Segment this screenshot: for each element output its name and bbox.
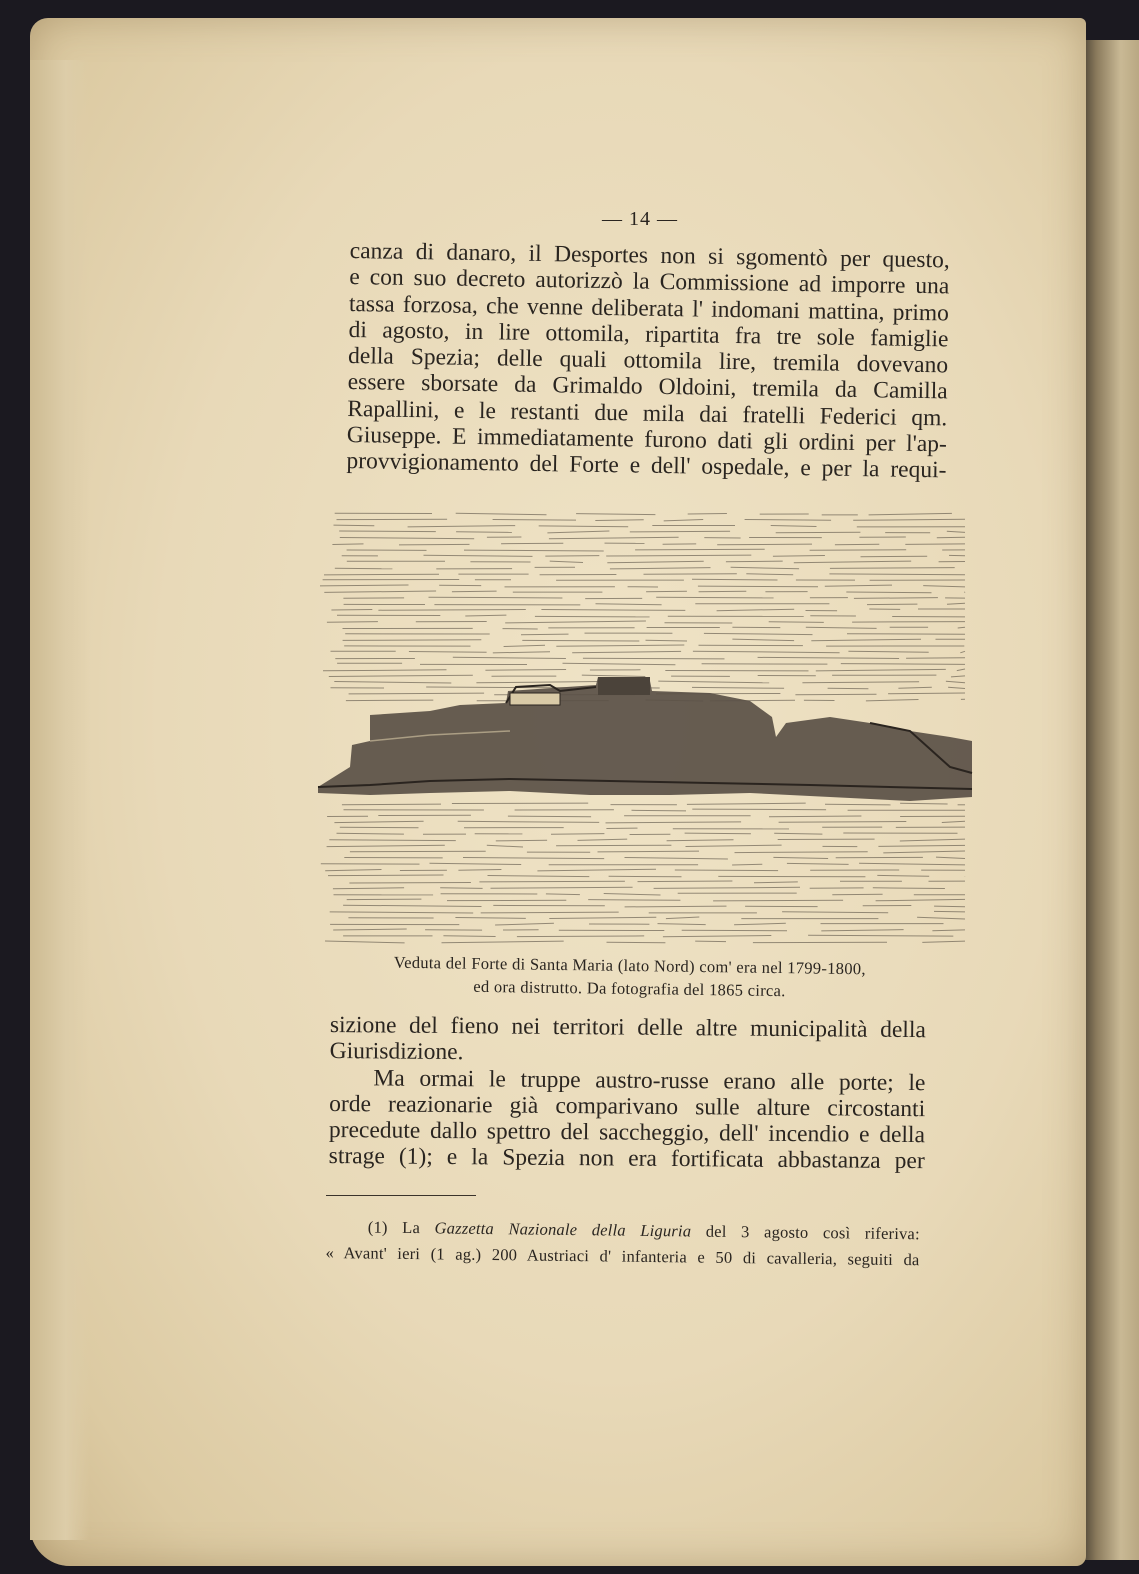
hatch-line xyxy=(841,664,965,665)
hatch-line xyxy=(429,597,563,598)
hatch-line xyxy=(595,520,643,521)
hatch-line xyxy=(491,887,633,888)
footnote xyxy=(325,1214,920,1273)
hatch-line xyxy=(430,863,522,864)
hatch-line xyxy=(505,621,646,623)
hatch-line xyxy=(787,863,849,864)
hatch-line xyxy=(334,821,423,822)
hatch-line xyxy=(802,682,919,683)
hatch-line xyxy=(960,651,965,653)
hatch-line xyxy=(495,923,554,925)
hatch-line xyxy=(947,531,965,532)
hatch-line xyxy=(320,585,409,586)
hatch-line xyxy=(654,887,800,888)
text-line: e con suo decreto autorizzò la Commissione ad imporre una xyxy=(349,264,950,300)
hatch-line xyxy=(663,936,771,937)
bottom-paragraph xyxy=(329,1012,926,1175)
hatch-line xyxy=(774,833,822,834)
hatch-line xyxy=(350,851,486,852)
hatch-line xyxy=(582,675,646,676)
hatch-line xyxy=(958,627,965,628)
hatch-line xyxy=(576,514,655,515)
hatch-line xyxy=(806,627,877,628)
hatch-line xyxy=(859,863,965,865)
hatch-line xyxy=(773,857,828,858)
hatch-line xyxy=(607,942,666,943)
footnote-marker: (1) La xyxy=(367,1217,435,1238)
hatch-line xyxy=(493,652,550,653)
hatch-line xyxy=(485,670,566,671)
hatch-line xyxy=(923,586,965,587)
hatch-line xyxy=(745,520,832,521)
hatch-line xyxy=(754,882,798,883)
hatch-line xyxy=(452,591,497,592)
hatch-line xyxy=(501,543,563,544)
hatch-line xyxy=(332,544,363,545)
hatch-line xyxy=(408,526,516,527)
caption-line: Veduta del Forte di Santa Maria (lato Nord) com' era nel 1799-1800, xyxy=(393,952,866,979)
hatch-line xyxy=(769,816,861,817)
hatch-line xyxy=(347,899,422,900)
hatch-line xyxy=(325,870,381,871)
hatch-line xyxy=(876,899,965,900)
hatch-line xyxy=(337,833,404,834)
hatch-line xyxy=(693,651,840,653)
hatch-line xyxy=(541,610,685,611)
hatch-line xyxy=(335,568,393,569)
hatch-line xyxy=(686,845,782,846)
hatch-line xyxy=(442,941,564,943)
hatch-line xyxy=(685,833,751,834)
hatch-line xyxy=(746,574,793,575)
hatch-line xyxy=(440,888,482,889)
hatch-line xyxy=(735,852,868,853)
hatch-line xyxy=(825,585,892,586)
hatch-line xyxy=(563,663,676,664)
hatch-line xyxy=(598,851,700,852)
hatch-line xyxy=(779,822,907,823)
hatch-line xyxy=(847,634,965,635)
hatch-line xyxy=(535,616,650,617)
hatch-line xyxy=(455,918,525,919)
hatch-line xyxy=(917,917,965,919)
hatch-line xyxy=(782,912,888,913)
hatch-line xyxy=(732,639,794,641)
hatch-line xyxy=(832,894,882,895)
hatch-line xyxy=(463,858,604,859)
hatch-line xyxy=(537,869,656,871)
hatch-line xyxy=(830,568,955,569)
hatch-line xyxy=(811,639,921,641)
top-paragraph xyxy=(346,238,950,484)
hatch-line xyxy=(323,670,447,671)
hatch-line xyxy=(578,839,628,840)
hatch-line xyxy=(873,888,945,889)
footnote-divider xyxy=(326,1195,476,1196)
hatch-line xyxy=(324,591,436,592)
text-line: tassa forzosa, che venne deliberata l' indomani mattina, primo xyxy=(348,290,950,327)
hatch-line xyxy=(625,858,728,860)
hatch-line xyxy=(545,556,599,557)
hatch-line xyxy=(342,804,441,805)
text-line: canza di danaro, il Desportes non si sgomentò per questo, xyxy=(349,238,950,274)
hatch-line xyxy=(606,555,751,556)
hatch-line xyxy=(443,936,495,937)
hatch-line xyxy=(596,604,662,605)
hatch-line xyxy=(942,821,965,822)
hatch-line xyxy=(947,603,965,604)
hatch-line xyxy=(854,598,938,599)
hatch-line xyxy=(808,935,953,936)
hatch-line xyxy=(853,519,965,520)
hatch-line xyxy=(734,923,786,925)
hatch-line xyxy=(547,531,609,533)
hatch-line xyxy=(699,591,747,592)
text-line: della Spezia; delle quali ottomila lire, tremila dovevano xyxy=(347,343,949,379)
hatch-line xyxy=(610,568,711,569)
hatch-line xyxy=(539,526,629,527)
hatch-line xyxy=(771,526,817,527)
hatch-line xyxy=(829,574,965,575)
figure-caption xyxy=(344,950,915,1004)
hatch-line xyxy=(932,930,965,931)
hatch-line xyxy=(625,906,727,907)
hatch-line xyxy=(646,591,687,592)
hatch-line xyxy=(878,845,965,846)
hatch-line xyxy=(465,615,506,616)
hatch-line xyxy=(867,604,917,605)
hatch-line xyxy=(549,917,656,918)
hatch-line xyxy=(946,681,965,683)
hatch-line xyxy=(934,906,965,907)
hatch-line xyxy=(638,881,733,882)
hatch-line xyxy=(606,822,742,823)
hatch-line xyxy=(758,657,900,658)
fort-silhouette xyxy=(318,677,972,801)
text-line: Rapallini, e le restanti due mila dai fratelli Federici qm. xyxy=(347,395,948,432)
hatch-line xyxy=(821,930,903,931)
hatch-line xyxy=(883,851,965,853)
hatch-line xyxy=(522,640,639,641)
hatch-line xyxy=(692,579,778,580)
hatch-line xyxy=(556,645,684,646)
hatch-line xyxy=(704,633,813,634)
hatch-line xyxy=(646,640,688,641)
hatch-line xyxy=(458,870,501,871)
hatch-line xyxy=(692,809,826,810)
hatch-line xyxy=(583,658,725,659)
fort-engraving xyxy=(310,505,975,950)
hatch-line xyxy=(572,651,681,652)
hatch-line xyxy=(852,622,965,623)
text-line: orde reazionarie già comparivano sulle alture circostanti xyxy=(329,1090,926,1123)
hatch-line xyxy=(487,845,523,847)
hatch-line xyxy=(521,634,569,635)
hatch-line xyxy=(588,900,680,901)
hatch-line xyxy=(900,839,965,841)
hatch-line xyxy=(493,520,576,521)
hatch-line xyxy=(399,544,470,545)
hatch-line xyxy=(877,875,929,876)
hatch-line xyxy=(713,900,843,901)
hatch-line xyxy=(810,550,907,551)
hatch-line xyxy=(409,652,487,653)
hatch-line xyxy=(695,941,726,942)
hatch-line xyxy=(604,894,661,896)
hatch-line xyxy=(549,537,679,538)
hatch-line xyxy=(666,917,699,919)
hatch-line xyxy=(329,675,473,676)
hatch-line xyxy=(426,687,572,688)
hatch-line xyxy=(656,597,773,598)
hatch-line xyxy=(900,803,948,804)
sky-hatching xyxy=(320,513,965,701)
hatch-line xyxy=(551,834,604,835)
hatch-line xyxy=(732,864,762,865)
hatch-line xyxy=(327,622,378,623)
hatch-line xyxy=(688,514,727,515)
hatch-line xyxy=(488,876,590,877)
newspaper-title: Gazzetta Nazionale della Liguria xyxy=(434,1218,692,1241)
hatch-line xyxy=(964,592,965,593)
hatch-line xyxy=(333,929,407,930)
hatch-line xyxy=(769,622,824,623)
hatch-line xyxy=(424,555,533,556)
hatch-line xyxy=(607,561,703,563)
hatch-line xyxy=(848,651,928,652)
hatch-line xyxy=(346,700,433,701)
hatch-line xyxy=(846,592,931,593)
hatch-line xyxy=(343,640,482,641)
hatch-line xyxy=(339,531,436,532)
hatch-line xyxy=(773,556,825,557)
text-line: Giuseppe. E immediatamente furono dati gli ordini per l'ap- xyxy=(346,422,948,458)
hatch-line xyxy=(349,883,471,884)
hatch-line xyxy=(687,803,806,804)
text-line: sizione del fieno nei territori delle altre municipalità della xyxy=(329,1012,926,1044)
hatch-line xyxy=(698,586,818,587)
hatch-line xyxy=(556,845,671,846)
hatch-line xyxy=(327,845,445,846)
hatch-line xyxy=(453,657,566,658)
hatch-line xyxy=(481,912,619,913)
hatch-line xyxy=(692,687,784,688)
hatch-line xyxy=(922,941,965,942)
footnote-text: del 3 agosto così riferiva: xyxy=(691,1221,920,1244)
hatch-line xyxy=(504,645,545,646)
hatch-line xyxy=(546,894,580,895)
hatch-line xyxy=(496,840,547,841)
water-hatching xyxy=(321,803,965,943)
hatch-line xyxy=(340,538,474,539)
text-line: strage (1); e la Spezia non era fortificata abbastanza per xyxy=(328,1143,925,1175)
hatch-line xyxy=(951,676,965,677)
hatch-line xyxy=(328,875,444,876)
hatch-line xyxy=(937,537,965,538)
hatch-line xyxy=(906,658,965,659)
hatch-line xyxy=(898,687,931,688)
hatch-line xyxy=(330,912,474,913)
hatch-line xyxy=(325,941,405,943)
hatch-line xyxy=(632,810,687,811)
text-line: Giurisdizione. xyxy=(329,1038,464,1066)
hatch-line xyxy=(905,544,965,545)
hatch-line xyxy=(664,520,704,521)
text-line: essere sborsate da Grimaldo Oldoini, tremila da Camilla xyxy=(347,369,948,405)
hatch-line xyxy=(324,574,439,575)
hatch-line xyxy=(334,525,375,526)
hatch-line xyxy=(630,531,730,532)
hatch-line xyxy=(331,610,372,611)
caption-line: ed ora distrutto. Da fotografia del 1865 circa. xyxy=(473,976,786,1001)
hatch-line xyxy=(795,694,876,695)
hatch-line xyxy=(726,561,783,562)
hatch-line xyxy=(658,681,769,683)
text-line: Ma ormai le truppe austro-russe erano alle porte; le xyxy=(373,1064,926,1096)
hatch-line xyxy=(334,682,451,684)
hatch-line xyxy=(479,881,625,882)
hatch-line xyxy=(349,693,485,694)
hatch-line xyxy=(343,905,481,906)
hatch-line xyxy=(682,930,787,931)
page-number: — 14 — xyxy=(602,208,678,230)
text-line: di agosto, in lire ottomila, ripartita fra tre sole famiglie xyxy=(348,316,949,353)
hatch-line xyxy=(816,669,946,671)
hatch-line xyxy=(948,687,965,688)
hatch-line xyxy=(340,827,419,828)
footnote-line: « Avant' ieri (1 ag.) 200 Austriaci d' infanteria e 50 di cavalleria, seguiti da xyxy=(325,1242,920,1270)
hatch-line xyxy=(456,532,512,533)
hatch-line xyxy=(934,911,965,912)
hatch-line xyxy=(635,549,765,550)
hatch-line xyxy=(456,513,547,515)
hatch-line xyxy=(861,556,928,557)
hatch-line xyxy=(731,567,800,569)
hatch-line xyxy=(333,888,404,889)
hatch-line xyxy=(794,561,911,563)
hatch-line xyxy=(550,561,583,562)
hatch-line xyxy=(517,936,644,937)
hatch-line xyxy=(776,532,861,533)
text-line: provvigionamento del Forte e dell' ospedale, e per la requi- xyxy=(346,448,947,484)
hatch-line xyxy=(458,821,600,822)
hatch-line xyxy=(957,669,965,671)
text-line: precedute dallo spettro del saccheggio, dell' incendio e della xyxy=(328,1117,926,1149)
hatch-line xyxy=(609,876,682,877)
hatch-line xyxy=(464,550,604,551)
hatch-line xyxy=(717,609,795,611)
hatch-line xyxy=(869,513,952,515)
hatch-line xyxy=(888,693,965,694)
hatch-line xyxy=(866,700,919,701)
hatch-line xyxy=(825,804,891,805)
hatch-line xyxy=(835,544,879,545)
hatch-line xyxy=(675,870,778,871)
hatch-line xyxy=(658,924,706,925)
hatch-line xyxy=(329,840,456,841)
hatch-line xyxy=(717,544,812,545)
hatch-line xyxy=(667,840,734,841)
hatch-line xyxy=(936,857,965,858)
hatch-line xyxy=(508,816,591,817)
hatch-line xyxy=(378,610,525,611)
